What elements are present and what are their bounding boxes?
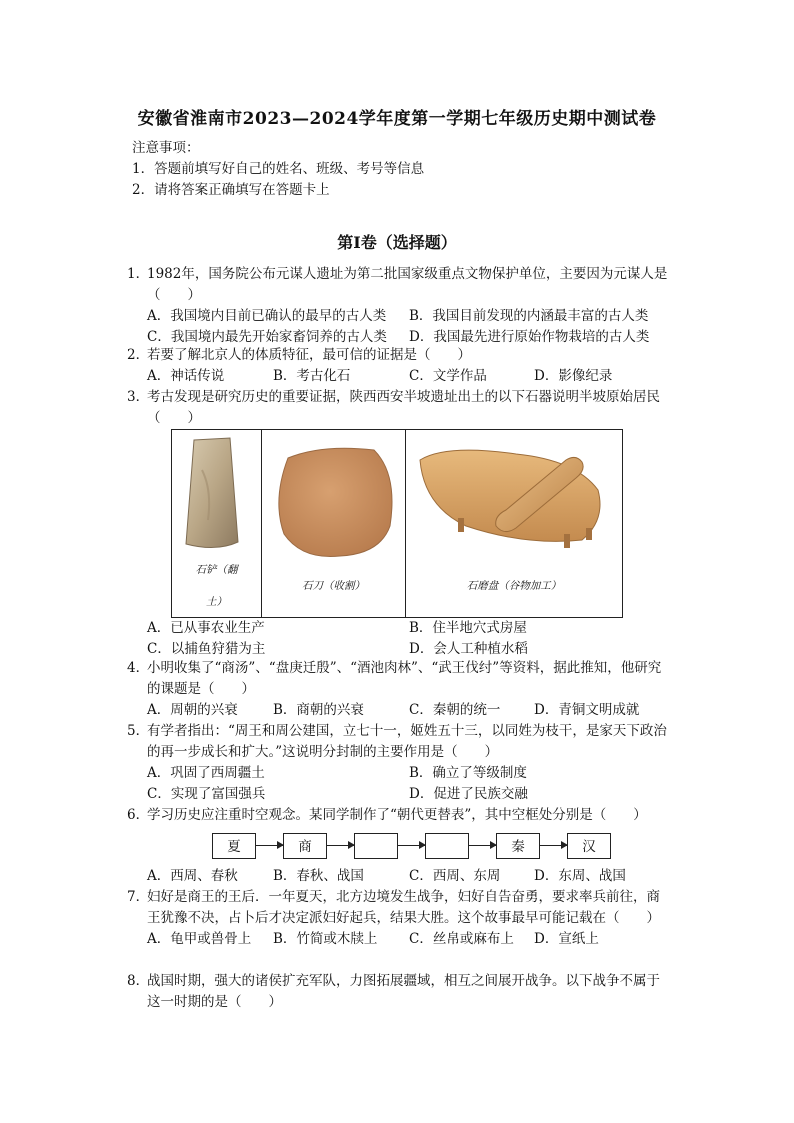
question-5 <box>127 721 672 805</box>
option-a: A．龟甲或兽骨上 <box>147 931 252 947</box>
notes-item: 1．答题前填写好自己的姓名、班级、考号等信息 <box>132 161 425 177</box>
question-number: 5． <box>127 723 150 739</box>
question-7 <box>127 887 672 950</box>
dynasty-box-blank-2 <box>425 833 469 859</box>
option-a: A．巩固了西周疆土 <box>147 765 265 781</box>
option-a: A．周朝的兴衰 <box>147 702 238 718</box>
option-b: B．住半地穴式房屋 <box>409 620 527 636</box>
question-stem: 妇好是商王的王后．一年夏天，北方边境发生战争，妇好自告奋勇，要求率兵前往，商王犹豫不决，占卜后才决定派妇好起兵，结果大胜。这个故事最早可能记载在（ ） <box>147 889 660 926</box>
options <box>147 763 672 805</box>
question-1 <box>127 264 672 348</box>
option-b: B．考古化石 <box>273 368 351 384</box>
question-4 <box>127 658 672 721</box>
options <box>147 866 672 887</box>
option-a: A．西周、春秋 <box>147 868 238 884</box>
millstone-image <box>406 430 622 570</box>
options <box>147 306 672 348</box>
options <box>147 929 672 950</box>
option-d: D．会人工种植水稻 <box>409 641 528 657</box>
option-d: D．促进了民族交融 <box>409 786 528 802</box>
option-a: A．已从事农业生产 <box>147 620 265 636</box>
arrow-icon <box>398 845 425 846</box>
stone-shovel-image <box>172 430 261 560</box>
option-d: D．青铜文明成就 <box>534 702 640 718</box>
question-number: 1． <box>127 266 150 282</box>
question-3-options <box>127 618 672 660</box>
option-d: D．东周、战国 <box>534 868 626 884</box>
options <box>147 366 672 387</box>
dynasty-box-han: 汉 <box>567 833 611 859</box>
option-c: C．西周、东周 <box>409 868 501 884</box>
option-c: C．以捕鱼狩猎为主 <box>147 641 266 657</box>
arrow-icon <box>540 845 567 846</box>
page-title: 安徽省淮南市2023—2024学年度第一学期七年级历史期中测试卷 <box>137 109 657 129</box>
option-a: A．我国境内目前已确认的最早的古人类 <box>147 308 387 324</box>
question-3 <box>127 387 672 429</box>
notes-heading: 注意事项： <box>132 140 200 156</box>
question-number: 2． <box>127 347 150 363</box>
option-a: A．神话传说 <box>147 368 225 384</box>
arrow-icon <box>256 845 283 846</box>
option-d: D．宣纸上 <box>534 931 599 947</box>
stone-shovel-caption-2: 土） <box>206 596 227 608</box>
option-b: B．我国目前发现的内涵最丰富的古人类 <box>409 308 649 324</box>
stone-shovel-cell <box>172 430 262 617</box>
option-b: B．春秋、战国 <box>273 868 364 884</box>
option-c: C．文学作品 <box>409 368 487 384</box>
options <box>147 700 672 721</box>
section-title: 第I卷（选择题） <box>337 233 457 252</box>
options <box>147 618 672 660</box>
question-6 <box>127 805 672 826</box>
stone-knife-caption: 石刀（收割） <box>302 580 365 592</box>
question-stem: 考古发现是研究历史的重要证据，陕西西安半坡遗址出土的以下石器说明半坡原始居民（ ） <box>147 389 660 426</box>
question-number: 7． <box>127 889 150 905</box>
question-number: 3． <box>127 389 150 405</box>
option-b: B．竹简或木牍上 <box>273 931 378 947</box>
option-d: D．我国最先进行原始作物栽培的古人类 <box>409 329 650 345</box>
option-b: B．确立了等级制度 <box>409 765 527 781</box>
question-stem: 有学者指出：“周王和周公建国，立七十一，姬姓五十三，以同姓为枝干，是家天下政治的再一步成长和扩大。”这说明分封制的主要作用是（ ） <box>147 723 667 760</box>
dynasty-box-qin: 秦 <box>496 833 540 859</box>
stone-tools-table <box>171 429 623 618</box>
question-2 <box>127 345 672 387</box>
millstone-cell <box>406 430 622 617</box>
option-c: C．我国境内最先开始家畜饲养的古人类 <box>147 329 387 345</box>
dynasty-box-xia: 夏 <box>212 833 256 859</box>
question-stem: 学习历史应注重时空观念。某同学制作了“朝代更替表”，其中空框处分别是（ ） <box>147 807 647 823</box>
stone-shovel-caption-1: 石铲（翻 <box>195 564 238 576</box>
option-d: D．影像纪录 <box>534 368 613 384</box>
dynasty-box-blank-1 <box>354 833 398 859</box>
question-stem: 小明收集了“商汤”、“盘庚迁殷”、“酒池肉林”、“武王伐纣”等资料，据此推知，他研究的课题是（ ） <box>147 660 662 697</box>
dynasty-box-shang: 商 <box>283 833 327 859</box>
question-number: 4． <box>127 660 150 676</box>
millstone-caption: 石磨盘（谷物加工） <box>466 580 562 592</box>
notes-item: 2．请将答案正确填写在答题卡上 <box>132 182 330 198</box>
stone-knife-cell <box>262 430 406 617</box>
notes-block <box>132 138 424 201</box>
question-number: 6． <box>127 807 150 823</box>
stone-knife-image <box>262 430 405 570</box>
option-c: C．实现了富国强兵 <box>147 786 266 802</box>
question-stem: 1982年，国务院公布元谋人遗址为第二批国家级重点文物保护单位，主要因为元谋人是（ ） <box>147 266 668 303</box>
question-number: 8． <box>127 973 150 989</box>
question-stem: 战国时期，强大的诸侯扩充军队，力图拓展疆域，相互之间展开战争。以下战争不属于这一时期的是（ ） <box>147 973 660 1010</box>
question-stem: 若要了解北京人的体质特征，最可信的证据是（ ） <box>147 347 471 363</box>
option-c: C．秦朝的统一 <box>409 702 501 718</box>
arrow-icon <box>327 845 354 846</box>
question-6-options <box>127 866 672 887</box>
arrow-icon <box>469 845 496 846</box>
option-b: B．商朝的兴衰 <box>273 702 364 718</box>
question-8 <box>127 971 672 1013</box>
option-c: C．丝帛或麻布上 <box>409 931 514 947</box>
